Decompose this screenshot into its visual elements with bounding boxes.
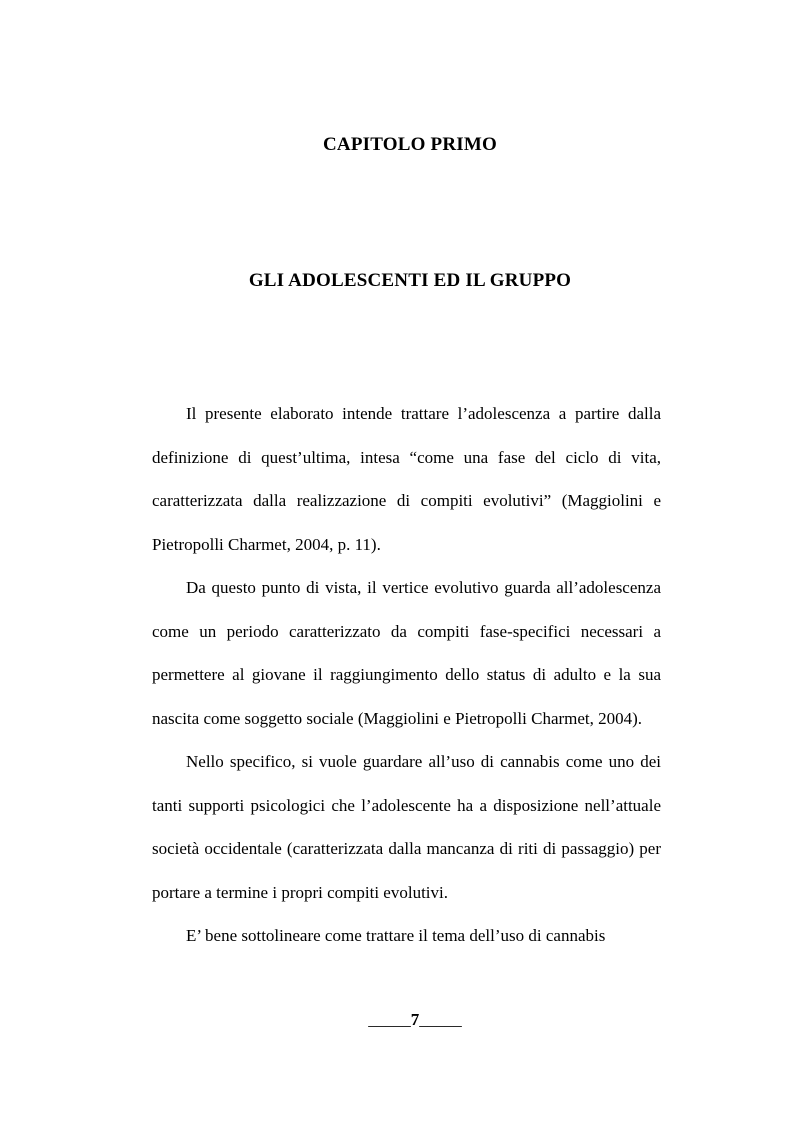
page-number <box>0 1010 794 1030</box>
paragraph-4: E’ bene sottolineare come trattare il tema dell’uso di cannabis <box>186 926 606 945</box>
page-number-prefix: _____ <box>368 1010 411 1029</box>
chapter-title: GLI ADOLESCENTI ED IL GRUPPO <box>248 270 572 291</box>
body-text <box>152 392 661 958</box>
paragraph-1: Il presente elaborato intende trattare l’adolescenza a partire dalla definizione di quest’ultima, intesa “come una fase del ciclo di vita, caratterizzata dalla realizzazione di compiti evolutivi” (Maggiolini e Pietropolli Charmet, 2004, p. 11). <box>152 404 661 554</box>
page-number-value: 7 <box>410 1010 420 1029</box>
chapter-heading: CAPITOLO PRIMO <box>323 134 497 155</box>
paragraph-2: Da questo punto di vista, il vertice evolutivo guarda all’adolescenza come un periodo caratterizzato da compiti fase-specifici necessari a permettere al giovane il raggiungimento dello status di adulto e la sua nascita come soggetto sociale (Maggiolini e Pietropolli Charmet, 2004). <box>152 578 661 728</box>
page-number-suffix: _____ <box>419 1010 462 1029</box>
paragraph-3: Nello specifico, si vuole guardare all’uso di cannabis come uno dei tanti supporti psicologici che l’adolescente ha a disposizione nell’attuale società occidentale (caratterizzata dalla mancanza di riti di passaggio) per portare a termine i propri compiti evolutivi. <box>152 752 661 902</box>
